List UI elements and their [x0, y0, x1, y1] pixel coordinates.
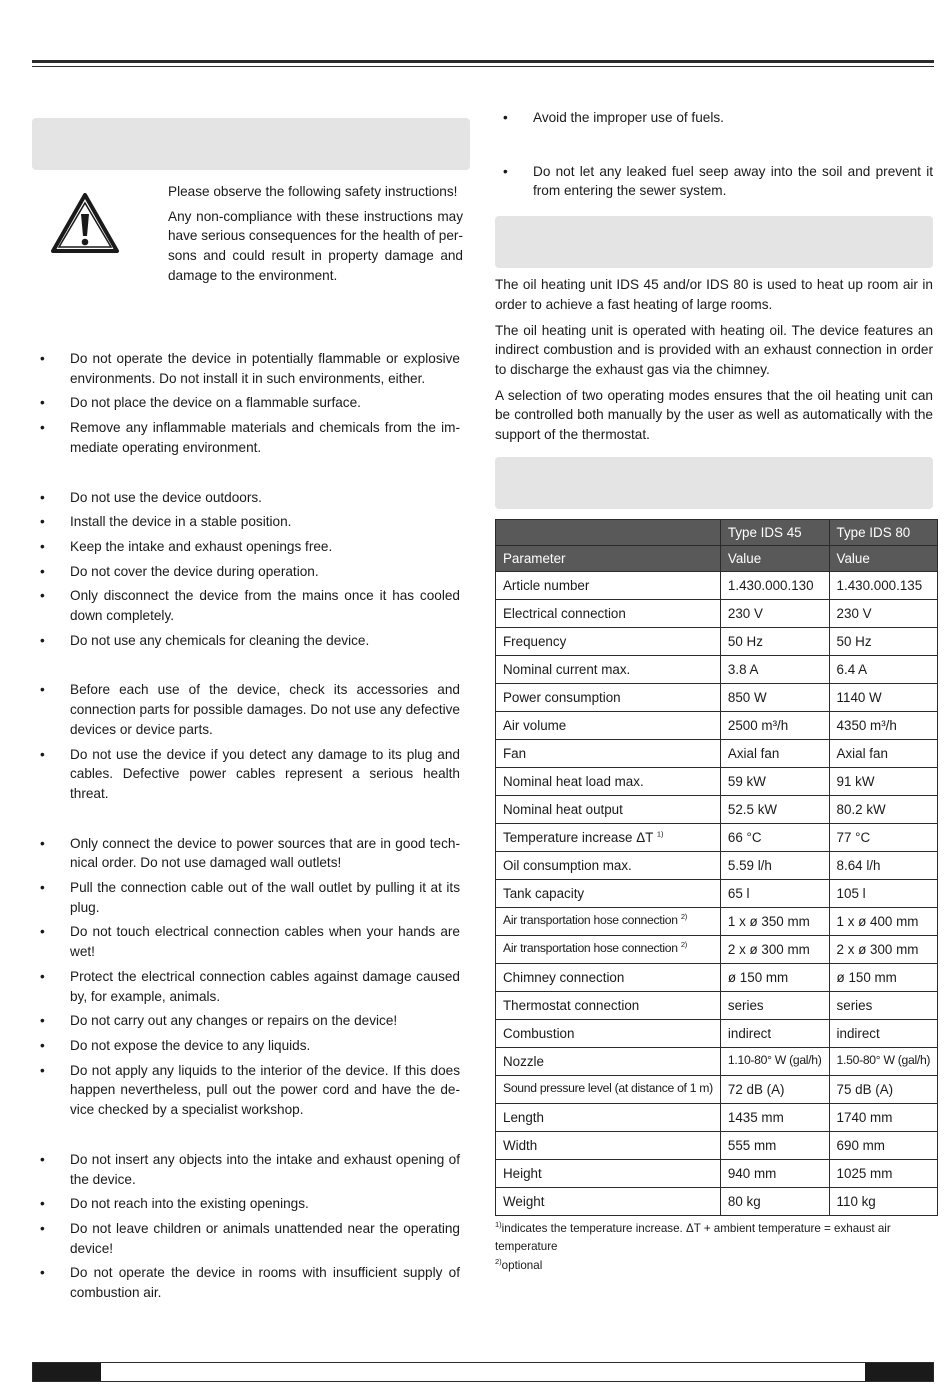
- value-ids80-cell: ø 150 mm: [829, 963, 938, 991]
- parameter-cell: Oil consumption max.: [496, 851, 721, 879]
- value-ids80-cell: Axial fan: [829, 739, 938, 767]
- header-cell: Parameter: [496, 545, 721, 571]
- value-ids80-cell: 2 x ø 300 mm: [829, 935, 938, 963]
- table-row: [496, 1187, 938, 1215]
- safety-list-environment: [32, 349, 460, 458]
- table-row: [496, 935, 938, 963]
- table-row: [496, 571, 938, 599]
- safety-list-openings: [32, 1150, 460, 1303]
- value-ids80-cell: 8.64 l/h: [829, 851, 938, 879]
- parameter-cell: Air transportation hose connection $^{2)}$: [496, 935, 721, 963]
- value-ids45-cell: 940 mm: [720, 1159, 829, 1187]
- table-row: [496, 627, 938, 655]
- list-item: • Only connect the device to power sources that are in good technical order. Do not use damaged wall outlets!: [32, 834, 460, 873]
- footer-block-right: [865, 1363, 933, 1381]
- parameter-cell: Width: [496, 1131, 721, 1159]
- list-item: • Do not cover the device during operation.: [32, 562, 460, 582]
- value-ids45-cell: 1.10-80° W (gal/h): [720, 1047, 829, 1075]
- table-row: [496, 655, 938, 683]
- list-item: • Remove any inflammable materials and chemicals from the immediate operating environment.: [32, 418, 460, 457]
- value-ids80-cell: 1 x ø 400 mm: [829, 907, 938, 935]
- list-item: • Do not touch electrical connection cables when your hands are wet!: [32, 922, 460, 961]
- footnote-marker: 1): [656, 829, 664, 839]
- parameter-cell: Length: [496, 1103, 721, 1131]
- list-item: • Do not operate the device in potentially flammable or explosive environments. Do not install it in such environments, either.: [32, 349, 460, 388]
- left-column: [32, 118, 470, 1308]
- list-item: • Do not apply any liquids to the interior of the device. If this does happen nevertheless, pull out the power cord and have the device checked by a specialist workshop.: [32, 1061, 460, 1120]
- technical-data-table: [495, 519, 938, 1216]
- list-item: • Do not carry out any changes or repairs on the device!: [32, 1011, 460, 1031]
- parameter-cell: Air transportation hose connection $^{2)}$: [496, 907, 721, 935]
- parameter-cell: Temperature increase ΔT $^{1)}$: [496, 823, 721, 851]
- parameter-cell: Thermostat connection: [496, 991, 721, 1019]
- value-ids45-cell: 72 dB (A): [720, 1075, 829, 1103]
- footnote: $^{1)}$indicates the temperature increase. ΔT + ambient temperature = exhaust air temperature: [495, 1219, 891, 1254]
- table-row: [496, 1047, 938, 1075]
- warning-triangle-icon: [50, 192, 120, 254]
- fuel-safety-list: [495, 108, 933, 201]
- value-ids45-cell: 66 °C: [720, 823, 829, 851]
- value-ids45-cell: indirect: [720, 1019, 829, 1047]
- value-ids80-cell: 1.430.000.135: [829, 571, 938, 599]
- value-ids45-cell: 2500 m³/h: [720, 711, 829, 739]
- list-item: • Pull the connection cable out of the wall outlet by pulling it at its plug.: [32, 878, 460, 917]
- value-ids45-cell: 80 kg: [720, 1187, 829, 1215]
- parameter-cell: Nominal heat load max.: [496, 767, 721, 795]
- list-item: • Do not let any leaked fuel seep away into the soil and prevent it from entering the sewer system.: [495, 162, 933, 201]
- value-ids80-cell: series: [829, 991, 938, 1019]
- table-row: [496, 1159, 938, 1187]
- value-ids45-cell: ø 150 mm: [720, 963, 829, 991]
- list-item: • Protect the electrical connection cables against damage caused by, for example, animals.: [32, 967, 460, 1006]
- table-row: [496, 599, 938, 627]
- header-cell: Type IDS 45: [720, 519, 829, 545]
- warning-text: [168, 182, 463, 291]
- parameter-cell: Sound pressure level (at distance of 1 m): [496, 1075, 721, 1103]
- value-ids80-cell: 1.50-80° W (gal/h): [829, 1047, 938, 1075]
- list-item: • Do not place the device on a flammable surface.: [32, 393, 460, 413]
- footnote-marker: 2): [680, 940, 687, 950]
- warning-body: Any non-compliance with these instructions may have serious consequences for the health of persons and could result in property damage and damage to the environment.: [168, 208, 463, 283]
- value-ids80-cell: 91 kW: [829, 767, 938, 795]
- footnote-marker: 2): [680, 912, 687, 922]
- value-ids45-cell: 850 W: [720, 683, 829, 711]
- value-ids80-cell: 6.4 A: [829, 655, 938, 683]
- paragraph: The oil heating unit IDS 45 and/or IDS 80 is used to heat up room air in order to achieve a fast heating of large rooms.: [495, 277, 933, 312]
- value-ids45-cell: Axial fan: [720, 739, 829, 767]
- parameter-cell: Chimney connection: [496, 963, 721, 991]
- safety-list-inspection: [32, 680, 460, 803]
- table-body: [496, 571, 938, 1215]
- value-ids45-cell: 52.5 kW: [720, 795, 829, 823]
- list-item: • Do not leave children or animals unattended near the operating device!: [32, 1219, 460, 1258]
- list-item: • Do not use the device outdoors.: [32, 488, 460, 508]
- table-row: [496, 1075, 938, 1103]
- value-ids45-cell: 5.59 l/h: [720, 851, 829, 879]
- table-row: [496, 851, 938, 879]
- value-ids80-cell: 690 mm: [829, 1131, 938, 1159]
- header-cell: Type IDS 80: [829, 519, 938, 545]
- table-row: [496, 739, 938, 767]
- list-item: • Do not insert any objects into the intake and exhaust opening of the device.: [32, 1150, 460, 1189]
- section-heading-bar-technical-data: [495, 457, 933, 509]
- list-item: • Do not reach into the existing openings.: [32, 1194, 460, 1214]
- parameter-cell: Article number: [496, 571, 721, 599]
- value-ids45-cell: 1 x ø 350 mm: [720, 907, 829, 935]
- value-ids80-cell: 4350 m³/h: [829, 711, 938, 739]
- paragraph: A selection of two operating modes ensures that the oil heating unit can be controlled both manually by the user as well as automatically with the support of the thermostat.: [495, 387, 933, 443]
- value-ids45-cell: 59 kW: [720, 767, 829, 795]
- warning-title: Please observe the following safety instructions!: [168, 184, 458, 199]
- value-ids80-cell: 80.2 kW: [829, 795, 938, 823]
- value-ids80-cell: 1140 W: [829, 683, 938, 711]
- value-ids80-cell: 77 °C: [829, 823, 938, 851]
- list-item: • Install the device in a stable position.: [32, 512, 460, 532]
- list-item: • Do not expose the device to any liquids.: [32, 1036, 460, 1056]
- value-ids45-cell: 3.8 A: [720, 655, 829, 683]
- value-ids80-cell: indirect: [829, 1019, 938, 1047]
- value-ids80-cell: 105 l: [829, 879, 938, 907]
- table-row: [496, 823, 938, 851]
- parameter-cell: Electrical connection: [496, 599, 721, 627]
- table-header-row: [496, 545, 938, 571]
- value-ids80-cell: 110 kg: [829, 1187, 938, 1215]
- right-column: [495, 108, 933, 1275]
- table-row: [496, 1019, 938, 1047]
- table-row: [496, 907, 938, 935]
- table-row: [496, 963, 938, 991]
- list-item: • Avoid the improper use of fuels.: [495, 108, 933, 128]
- table-header-row: [496, 519, 938, 545]
- list-item: • Before each use of the device, check its accessories and connection parts for possible damages. Do not use any defective devices or device parts.: [32, 680, 460, 739]
- header-cell: [496, 519, 721, 545]
- paragraph: The oil heating unit is operated with heating oil. The device features an indirect combustion and is provided with an exhaust connection in order to discharge the exhaust gas via the chimney.: [495, 322, 933, 377]
- table-row: [496, 711, 938, 739]
- value-ids45-cell: 65 l: [720, 879, 829, 907]
- value-ids80-cell: 50 Hz: [829, 627, 938, 655]
- table-row: [496, 879, 938, 907]
- footnote: $^{2)}$optional: [495, 1256, 543, 1272]
- section-heading-bar-usage: [495, 216, 933, 268]
- value-ids80-cell: 230 V: [829, 599, 938, 627]
- value-ids80-cell: 75 dB (A): [829, 1075, 938, 1103]
- safety-list-electrical: [32, 834, 460, 1120]
- table-row: [496, 795, 938, 823]
- value-ids45-cell: 555 mm: [720, 1131, 829, 1159]
- parameter-cell: Weight: [496, 1187, 721, 1215]
- header-cell: Value: [829, 545, 938, 571]
- parameter-cell: Nominal current max.: [496, 655, 721, 683]
- list-item: • Keep the intake and exhaust openings free.: [32, 537, 460, 557]
- parameter-cell: Height: [496, 1159, 721, 1187]
- parameter-cell: Air volume: [496, 711, 721, 739]
- parameter-cell: Nozzle: [496, 1047, 721, 1075]
- parameter-cell: Combustion: [496, 1019, 721, 1047]
- list-item: • Do not use the device if you detect any damage to its plug and cables. Defective power cables represent a serious health threat.: [32, 745, 460, 804]
- value-ids80-cell: 1025 mm: [829, 1159, 938, 1187]
- value-ids45-cell: 2 x ø 300 mm: [720, 935, 829, 963]
- header-cell: Value: [720, 545, 829, 571]
- warning-block: [32, 182, 470, 300]
- list-item: • Do not use any chemicals for cleaning the device.: [32, 631, 460, 651]
- value-ids45-cell: 50 Hz: [720, 627, 829, 655]
- list-item: • Do not operate the device in rooms with insufficient supply of combustion air.: [32, 1263, 460, 1302]
- table-row: [496, 683, 938, 711]
- parameter-cell: Nominal heat output: [496, 795, 721, 823]
- parameter-cell: Tank capacity: [496, 879, 721, 907]
- parameter-cell: Fan: [496, 739, 721, 767]
- list-item: • Only disconnect the device from the mains once it has cooled down completely.: [32, 586, 460, 625]
- parameter-cell: Power consumption: [496, 683, 721, 711]
- parameter-cell: Frequency: [496, 627, 721, 655]
- table-row: [496, 1131, 938, 1159]
- value-ids45-cell: 1.430.000.130: [720, 571, 829, 599]
- footer-bar: [32, 1362, 934, 1382]
- safety-list-operation: [32, 488, 460, 651]
- section-heading-bar-safety: [32, 118, 470, 170]
- top-rule: [32, 60, 934, 67]
- footer-block-left: [33, 1363, 101, 1381]
- table-footnotes: [495, 1220, 933, 1276]
- value-ids45-cell: 230 V: [720, 599, 829, 627]
- table-row: [496, 991, 938, 1019]
- value-ids45-cell: series: [720, 991, 829, 1019]
- value-ids80-cell: 1740 mm: [829, 1103, 938, 1131]
- intended-use-text: [495, 275, 933, 445]
- table-row: [496, 767, 938, 795]
- value-ids45-cell: 1435 mm: [720, 1103, 829, 1131]
- table-row: [496, 1103, 938, 1131]
